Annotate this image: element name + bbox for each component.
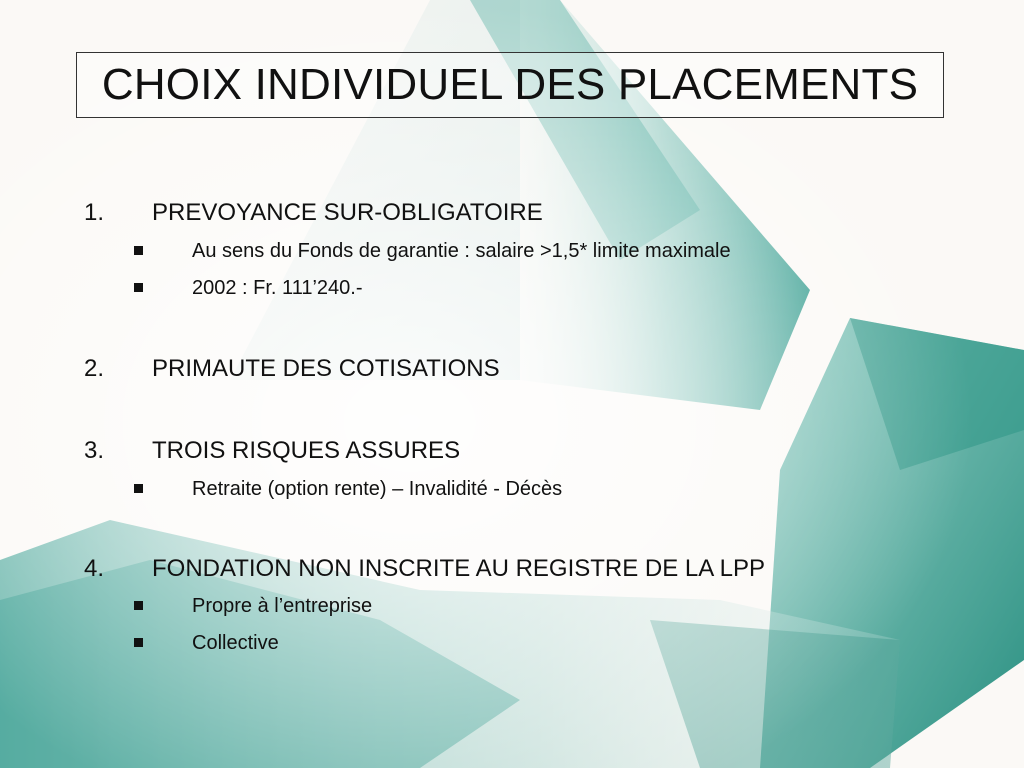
section-number: 2.	[84, 355, 105, 382]
bullet-text: 2002 : Fr. 111’240.-	[192, 277, 363, 299]
section-heading: PRIMAUTE DES COTISATIONS	[152, 355, 500, 382]
bullet-text: Propre à l’entreprise	[192, 595, 373, 617]
square-bullet-icon	[134, 246, 143, 255]
title-box	[76, 52, 944, 118]
section-number: 3.	[84, 437, 105, 464]
slide-title: CHOIX INDIVIDUEL DES PLACEMENTS	[101, 60, 919, 109]
square-bullet-icon	[134, 484, 143, 493]
square-bullet-icon	[134, 283, 143, 292]
section-heading: PREVOYANCE SUR-OBLIGATOIRE	[152, 199, 543, 226]
square-bullet-icon	[134, 601, 143, 610]
bullet-text: Au sens du Fonds de garantie : salaire >1,5* limite maximale	[192, 240, 731, 262]
section-heading: TROIS RISQUES ASSURES	[152, 437, 461, 464]
bullet-text: Retraite (option rente) – Invalidité - Décès	[192, 478, 563, 500]
bullet-text: Collective	[192, 632, 279, 654]
section-heading: FONDATION NON INSCRITE AU REGISTRE DE LA LPP	[152, 555, 765, 582]
section-number: 4.	[84, 555, 105, 582]
section-number: 1.	[84, 199, 105, 226]
square-bullet-icon	[134, 638, 143, 647]
